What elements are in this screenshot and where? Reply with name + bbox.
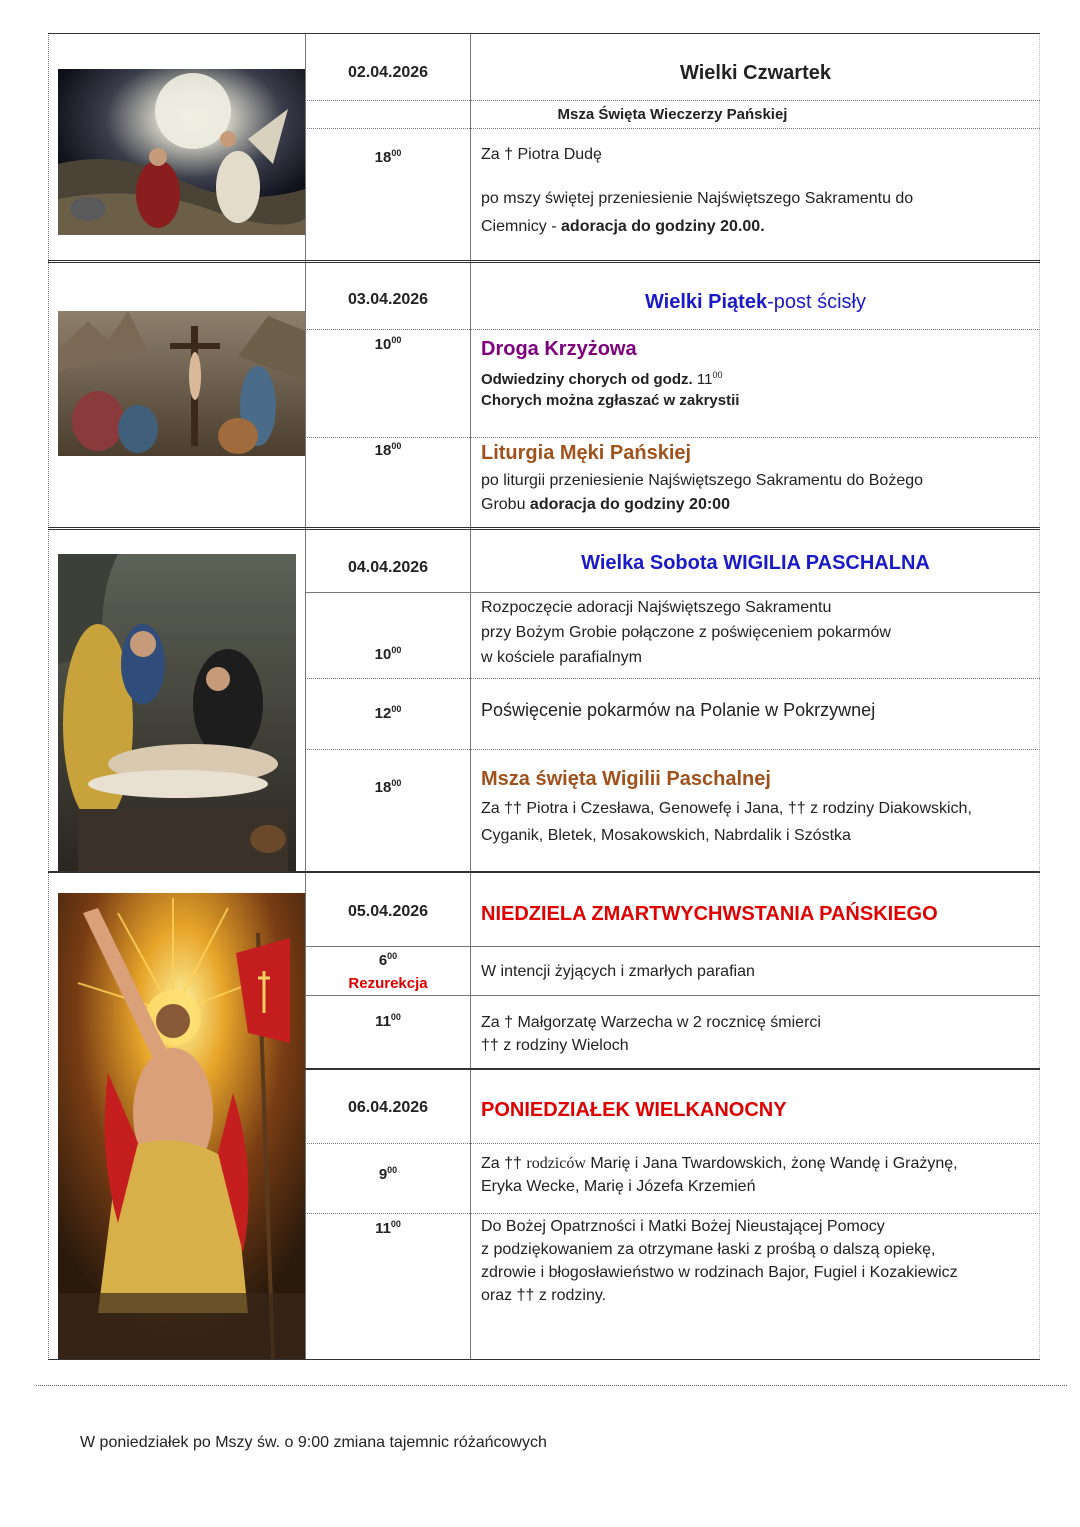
time-hour: 9 bbox=[378, 1166, 388, 1183]
note-line: zdrowie i błogosławieństwo w rodzinach Bajor, Fugiel i Kozakiewicz bbox=[481, 1264, 958, 1281]
day-title: Wielki Czwartek bbox=[680, 62, 831, 84]
service-heading: Droga Krzyżowa bbox=[481, 338, 637, 360]
mass-intention: Za † Piotra Dudę bbox=[481, 146, 602, 163]
note-serif: rodziców bbox=[526, 1155, 586, 1172]
day-title bbox=[471, 291, 1040, 314]
time-minutes: 00 bbox=[390, 1012, 401, 1022]
gethsemane-angel-image bbox=[58, 69, 305, 235]
service-time bbox=[306, 645, 470, 663]
mass-note: po mszy świętej przeniesienie Najświętszego Sakramentu do bbox=[481, 190, 914, 207]
time-hour: 10 bbox=[374, 646, 392, 663]
note-line: Za †† Piotra i Czesława, Genowefę i Jana, †† z rodziny Diakowskich, bbox=[481, 800, 972, 817]
note-line: w kościele parafialnym bbox=[481, 649, 642, 666]
column-divider-right bbox=[470, 33, 471, 1360]
blessing-note: Poświęcenie pokarmów na Polanie w Pokrzywnej bbox=[481, 700, 876, 720]
section-separator bbox=[48, 871, 1040, 873]
service-heading: Msza święta Wigilii Paschalnej bbox=[481, 768, 771, 790]
table-right-border bbox=[1039, 33, 1040, 1360]
note-line: przy Bożym Grobie połączone z poświęceniem pokarmów bbox=[481, 624, 891, 641]
note-line: Za † Małgorzatę Warzecha w 2 rocznicę śmierci bbox=[481, 1014, 821, 1031]
table-left-border bbox=[48, 33, 49, 1360]
note-bold: adoracja do godziny 20.00. bbox=[561, 218, 765, 235]
service-time bbox=[306, 704, 470, 722]
row-divider bbox=[305, 1068, 1040, 1070]
service-note-line2 bbox=[481, 493, 730, 516]
time-minutes: 00 bbox=[387, 1165, 398, 1175]
service-time bbox=[306, 441, 470, 459]
note-line: Do Bożej Opatrzności i Matki Bożej Nieustającej Pomocy bbox=[481, 1218, 885, 1235]
service-heading: Liturgia Męki Pańskiej bbox=[481, 442, 692, 464]
note-line bbox=[481, 1152, 958, 1175]
time-hour: 18 bbox=[374, 779, 392, 796]
crucifixion-image bbox=[58, 311, 305, 456]
time-hour: 11 bbox=[375, 1013, 391, 1030]
risen-christ-image bbox=[58, 893, 305, 1359]
service-note: po liturgii przeniesienie Najświętszego Sakramentu do Bożego bbox=[481, 472, 924, 489]
day-date: 04.04.2026 bbox=[347, 559, 429, 576]
service-time bbox=[306, 335, 470, 353]
row-divider bbox=[305, 1143, 1040, 1144]
note-bold: adoracja do godziny 20:00 bbox=[529, 496, 730, 513]
mass-time bbox=[306, 148, 470, 166]
time-minutes: 00 bbox=[391, 645, 402, 655]
note-text: Ciemnicy - bbox=[481, 218, 562, 235]
mass-intention bbox=[481, 1152, 958, 1198]
visits-hour: 11 bbox=[696, 371, 713, 388]
day-title: Wielka Sobota WIGILIA PASCHALNA bbox=[581, 552, 930, 574]
day-title: PONIEDZIAŁEK WIELKANOCNY bbox=[481, 1099, 787, 1121]
time-minutes: 00 bbox=[391, 441, 402, 451]
entombment-image bbox=[58, 554, 296, 871]
time-minutes: 00 bbox=[390, 1219, 401, 1229]
time-hour: 18 bbox=[374, 442, 392, 459]
column-divider-left bbox=[305, 33, 306, 1360]
mass-intention bbox=[481, 795, 972, 849]
time-minutes: 00 bbox=[387, 951, 398, 961]
mass-note-line2 bbox=[481, 215, 765, 238]
note-line: Eryka Wecke, Marię i Józefa Krzemień bbox=[481, 1178, 756, 1195]
row-divider bbox=[305, 128, 1040, 129]
row-divider bbox=[305, 437, 1040, 438]
time-hour: 18 bbox=[374, 149, 392, 166]
note-line: z podziękowaniem za otrzymane łaski z prośbą o dalszą opiekę, bbox=[481, 1241, 936, 1258]
time-hour: 6 bbox=[378, 952, 388, 969]
service-time bbox=[306, 1219, 470, 1237]
row-divider bbox=[305, 592, 1040, 593]
note-text: Za †† bbox=[481, 1155, 527, 1172]
day-date: 06.04.2026 bbox=[347, 1099, 429, 1116]
row-divider bbox=[305, 1213, 1040, 1214]
row-divider bbox=[305, 749, 1040, 750]
row-divider bbox=[305, 329, 1040, 330]
mass-intention bbox=[481, 1011, 821, 1057]
footer-divider bbox=[36, 1385, 1067, 1386]
service-time bbox=[306, 1012, 470, 1030]
adoration-note bbox=[481, 595, 891, 670]
day-title: NIEDZIELA ZMARTWYCHWSTANIA PAŃSKIEGO bbox=[481, 903, 938, 925]
table-top-border bbox=[48, 33, 1040, 34]
sick-report-line: Chorych można zgłaszać w zakrystii bbox=[481, 392, 740, 409]
note-text: Grobu bbox=[481, 496, 530, 513]
time-minutes: 00 bbox=[391, 778, 402, 788]
note-line: Rozpoczęcie adoracji Najświętszego Sakramentu bbox=[481, 599, 832, 616]
table-bottom-border bbox=[48, 1359, 1040, 1360]
mass-intention bbox=[481, 1215, 958, 1307]
day-date: 03.04.2026 bbox=[347, 291, 429, 308]
visits-minutes: 00 bbox=[712, 370, 723, 380]
footer-note: W poniedziałek po Mszy św. o 9:00 zmiana tajemnic różańcowych bbox=[80, 1434, 547, 1451]
resurrection-label: Rezurekcja bbox=[348, 975, 428, 992]
time-hour: 10 bbox=[374, 336, 392, 353]
title-main: Wielki Piątek bbox=[644, 291, 768, 313]
note-line: oraz †† z rodziny. bbox=[481, 1287, 607, 1304]
row-divider bbox=[305, 946, 1040, 947]
day-date: 02.04.2026 bbox=[347, 64, 429, 81]
time-minutes: 00 bbox=[391, 148, 402, 158]
row-divider bbox=[305, 100, 1040, 101]
title-rest: -post ścisły bbox=[767, 291, 866, 313]
row-divider bbox=[305, 678, 1040, 679]
time-hour: 11 bbox=[375, 1220, 391, 1237]
visits-text: Odwiedziny chorych od godz. bbox=[481, 371, 697, 388]
note-line: †† z rodziny Wieloch bbox=[481, 1037, 629, 1054]
note-text: Marię i Jana Twardowskich, żonę Wandę i Grażynę, bbox=[585, 1155, 958, 1172]
mass-intention: W intencji żyjących i zmarłych parafian bbox=[481, 963, 755, 980]
time-hour: 12 bbox=[374, 705, 392, 722]
section-separator bbox=[48, 527, 1040, 530]
sick-visits-line bbox=[481, 364, 722, 391]
service-time bbox=[306, 1165, 470, 1183]
time-minutes: 00 bbox=[391, 335, 402, 345]
service-time bbox=[306, 951, 470, 969]
time-minutes: 00 bbox=[391, 704, 402, 714]
day-date: 05.04.2026 bbox=[347, 903, 429, 920]
note-line: Cyganik, Bletek, Mosakowskich, Nabrdalik i Szóstka bbox=[481, 827, 851, 844]
service-time bbox=[306, 778, 470, 796]
section-separator bbox=[48, 260, 1040, 263]
row-divider bbox=[305, 995, 1040, 996]
mass-subheader: Msza Święta Wieczerzy Pańskiej bbox=[557, 106, 788, 123]
